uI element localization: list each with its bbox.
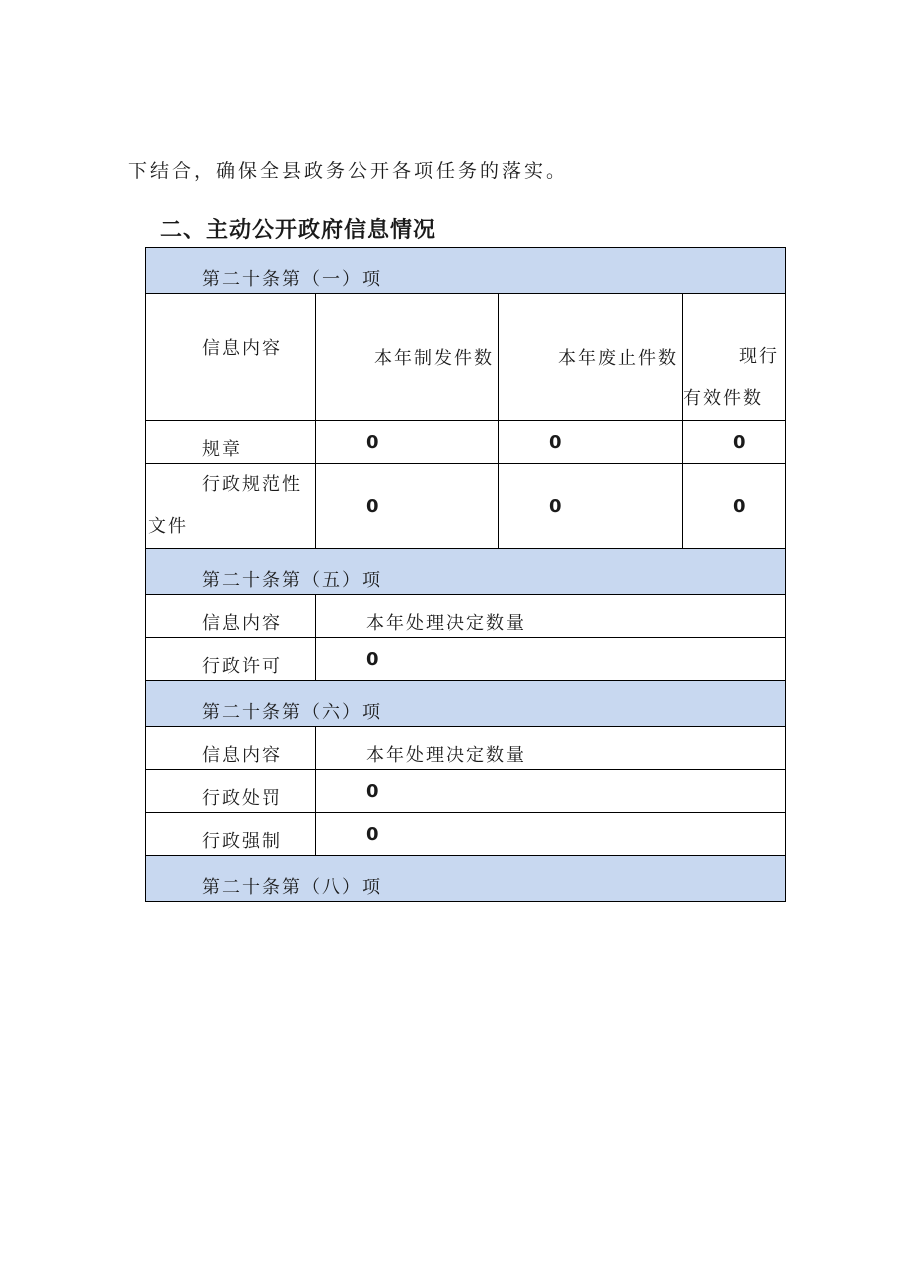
column-header-decisions: 本年处理决定数量 [316, 727, 786, 770]
decision-count: 0 [316, 638, 786, 681]
section-title: 二、主动公开政府信息情况 [160, 218, 437, 243]
column-header-valid-line2: 有效件数 [683, 388, 763, 409]
row-label: 行政强制 [146, 813, 316, 856]
table-row [146, 638, 786, 681]
row-label-line1: 行政规范性 [202, 474, 302, 495]
decision-count: 0 [316, 770, 786, 813]
row-label [146, 464, 316, 549]
column-header-valid-line1: 现行 [739, 346, 779, 367]
valid-count: 0 [683, 421, 786, 464]
abolished-count: 0 [499, 421, 683, 464]
intro-paragraph: 下结合，确保全县政务公开各项任务的落实。 [128, 160, 569, 182]
row-label: 行政处罚 [146, 770, 316, 813]
row-label: 行政许可 [146, 638, 316, 681]
column-header-row [146, 727, 786, 770]
column-header-info: 信息内容 [146, 595, 316, 638]
row-label: 规章 [146, 421, 316, 464]
issued-count: 0 [316, 421, 499, 464]
table-row [146, 770, 786, 813]
decision-count: 0 [316, 813, 786, 856]
column-header-abolished: 本年废止件数 [499, 294, 683, 421]
row-label-line2: 文件 [148, 516, 188, 537]
abolished-count: 0 [499, 464, 683, 549]
section-header: 第二十条第（一）项 [146, 248, 786, 294]
table-row [146, 813, 786, 856]
valid-count: 0 [683, 464, 786, 549]
column-header-decisions: 本年处理决定数量 [316, 595, 786, 638]
section-header-row [146, 248, 786, 294]
column-header-valid [683, 294, 786, 421]
table-row [146, 421, 786, 464]
section-header: 第二十条第（五）项 [146, 549, 786, 595]
table-row [146, 464, 786, 549]
column-header-row [146, 595, 786, 638]
column-header-info: 信息内容 [146, 294, 316, 421]
column-header-issued: 本年制发件数 [316, 294, 499, 421]
section-header-row [146, 549, 786, 595]
column-header-info: 信息内容 [146, 727, 316, 770]
section-header: 第二十条第（八）项 [146, 856, 786, 902]
section-header: 第二十条第（六）项 [146, 681, 786, 727]
column-header-row [146, 294, 786, 421]
section-header-row [146, 681, 786, 727]
info-disclosure-table [145, 247, 786, 902]
issued-count: 0 [316, 464, 499, 549]
section-header-row [146, 856, 786, 902]
